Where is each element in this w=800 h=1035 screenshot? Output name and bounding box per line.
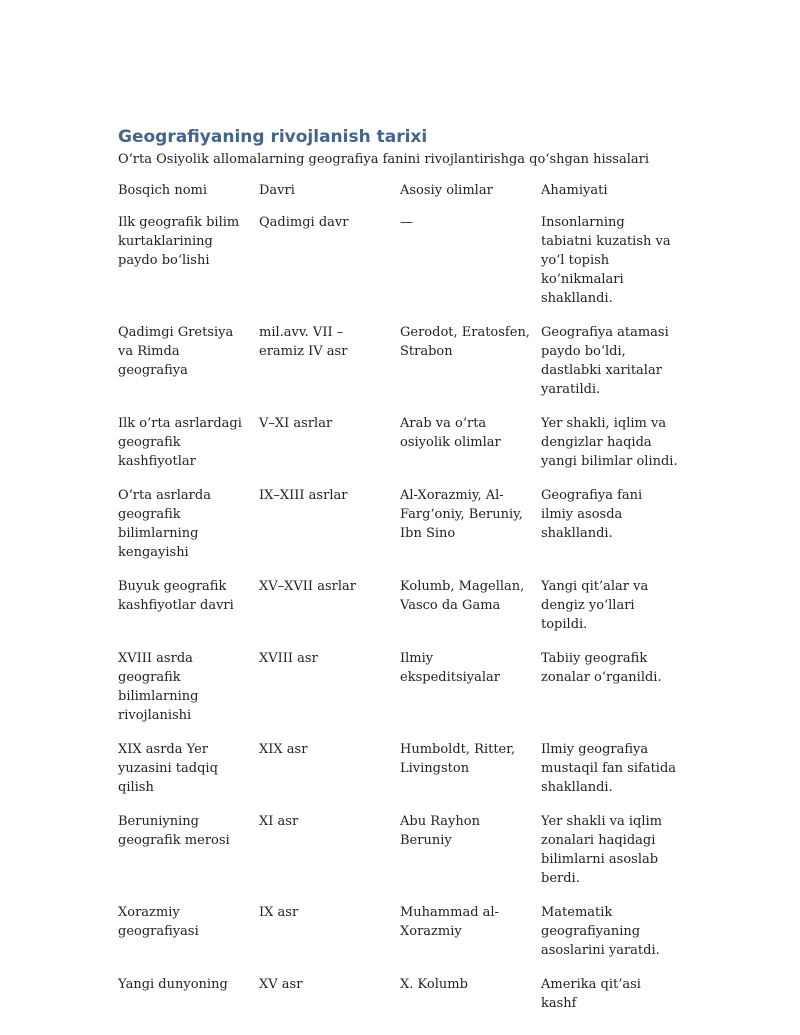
column-header-stage-name: Bosqich nomi xyxy=(118,183,208,198)
cell-significance: Geografiya atamasi paydo bo‘ldi, dastlabki xaritalar yaratildi. xyxy=(541,325,669,397)
cell-main-scholars: Ilmiy ekspeditsiyalar xyxy=(400,651,501,685)
cell-stage-name: Xorazmiy geografiyasi xyxy=(118,905,199,939)
cell-significance: Yer shakli va iqlim zonalari haqidagi bilimlarni asoslab berdi. xyxy=(541,814,662,886)
geography-history-table xyxy=(113,179,683,1026)
cell-stage-name: Buyuk geografik kashfiyotlar davri xyxy=(118,579,234,613)
cell-main-scholars: Al-Xorazmiy, Al-Farg‘oniy, Beruniy, Ibn Sino xyxy=(400,488,523,541)
table-body xyxy=(113,211,683,1026)
table-row xyxy=(113,647,683,738)
table-row xyxy=(113,973,683,1026)
cell-main-scholars: Gerodot, Eratosfen, Strabon xyxy=(400,325,530,359)
cell-stage-name: XVIII asrda geografik bilimlarning rivojlanishi xyxy=(118,651,199,723)
cell-significance: Amerika qit’asi kashf xyxy=(541,977,641,1011)
table-row xyxy=(113,211,683,321)
table-header xyxy=(113,179,683,211)
cell-stage-name: Yangi dunyoning xyxy=(118,977,228,992)
cell-significance: Matematik geografiyaning asoslarini yaratdi. xyxy=(541,905,660,958)
cell-stage-name: Ilk geografik bilim kurtaklarining paydo bo‘lishi xyxy=(118,215,240,268)
cell-stage-name: Beruniyning geografik merosi xyxy=(118,814,230,848)
cell-period: XV–XVII asrlar xyxy=(259,579,356,594)
document-subtitle: O‘rta Osiyolik allomalarning geografiya fanini rivojlantirishga qo‘shgan hissalari xyxy=(118,152,649,167)
cell-period: XI asr xyxy=(259,814,299,829)
table-row xyxy=(113,575,683,647)
cell-period: XIX asr xyxy=(259,742,308,757)
cell-stage-name: XIX asrda Yer yuzasini tadqiq qilish xyxy=(118,742,218,795)
table-row xyxy=(113,412,683,484)
cell-significance: Yangi qit’alar va dengiz yo‘llari topildi. xyxy=(541,579,649,632)
cell-stage-name: O‘rta asrlarda geografik bilimlarning kengayishi xyxy=(118,488,211,560)
column-header-main-scholars: Asosiy olimlar xyxy=(400,183,493,198)
cell-main-scholars: Abu Rayhon Beruniy xyxy=(400,814,480,848)
table-row xyxy=(113,484,683,575)
column-header-period: Davri xyxy=(259,183,295,198)
cell-period: XV asr xyxy=(259,977,303,992)
table-row xyxy=(113,738,683,810)
cell-significance: Tabiiy geografik zonalar o‘rganildi. xyxy=(541,651,662,685)
table-row xyxy=(113,901,683,973)
cell-stage-name: Ilk o‘rta asrlardagi geografik kashfiyotlar xyxy=(118,416,242,469)
document-title: Geografiyaning rivojlanish tarixi xyxy=(118,127,428,147)
table-row xyxy=(113,810,683,901)
cell-significance: Ilmiy geografiya mustaqil fan sifatida shakllandi. xyxy=(541,742,677,795)
cell-period: V–XI asrlar xyxy=(259,416,333,431)
cell-significance: Insonlarning tabiatni kuzatish va yo‘l topish ko‘nikmalari shakllandi. xyxy=(541,215,671,306)
cell-main-scholars: Arab va o‘rta osiyolik olimlar xyxy=(400,416,501,450)
cell-period: IX asr xyxy=(259,905,299,920)
cell-main-scholars: Humboldt, Ritter, Livingston xyxy=(400,742,516,776)
cell-main-scholars: X. Kolumb xyxy=(400,977,468,992)
cell-period: IX–XIII asrlar xyxy=(259,488,348,503)
cell-period: mil.avv. VII – eramiz IV asr xyxy=(259,325,348,359)
cell-significance: Yer shakli, iqlim va dengizlar haqida yangi bilimlar olindi. xyxy=(541,416,678,469)
cell-significance: Geografiya fani ilmiy asosda shakllandi. xyxy=(541,488,643,541)
cell-period: Qadimgi davr xyxy=(259,215,349,230)
cell-main-scholars: Muhammad al-Xorazmiy xyxy=(400,905,499,939)
cell-main-scholars: — xyxy=(400,215,413,230)
cell-stage-name: Qadimgi Gretsiya va Rimda geografiya xyxy=(118,325,234,378)
table-row xyxy=(113,321,683,412)
column-header-significance: Ahamiyati xyxy=(541,183,608,198)
cell-main-scholars: Kolumb, Magellan, Vasco da Gama xyxy=(400,579,525,613)
cell-period: XVIII asr xyxy=(259,651,318,666)
table-header-row xyxy=(113,179,683,211)
